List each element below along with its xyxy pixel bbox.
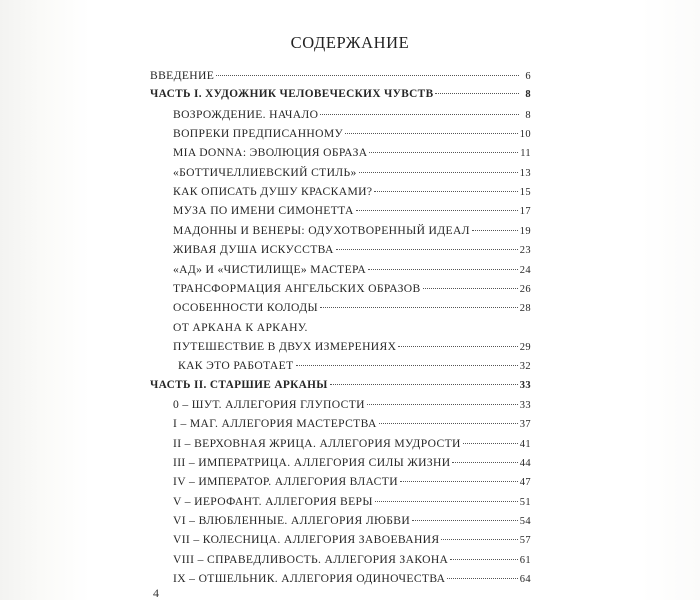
dot-leader bbox=[296, 365, 518, 366]
toc-entry bbox=[150, 379, 531, 398]
dot-leader bbox=[472, 230, 518, 231]
toc-entry bbox=[173, 146, 531, 165]
toc-entry-title: IV – ИМПЕРАТОР. АЛЛЕГОРИЯ ВЛАСТИ bbox=[173, 475, 398, 489]
dot-leader bbox=[216, 75, 519, 76]
toc-entry-page: 57 bbox=[519, 535, 531, 547]
toc-entry-title: ЖИВАЯ ДУША ИСКУССТВА bbox=[173, 243, 334, 257]
toc-entry-title: VI – ВЛЮБЛЕННЫЕ. АЛЛЕГОРИЯ ЛЮБВИ bbox=[173, 514, 411, 528]
dot-leader bbox=[450, 559, 518, 560]
toc-entry-title: ТРАНСФОРМАЦИЯ АНГЕЛЬСКИХ ОБРАЗОВ bbox=[173, 281, 421, 295]
dot-leader bbox=[423, 288, 518, 289]
toc-entry-title: ЧАСТЬ I. ХУДОЖНИК ЧЕЛОВЕЧЕСКИХ ЧУВСТВ bbox=[150, 88, 434, 101]
toc-entry bbox=[173, 514, 531, 533]
dot-leader bbox=[356, 210, 518, 211]
dot-leader bbox=[336, 249, 518, 250]
dot-leader bbox=[359, 172, 518, 173]
toc-entry-page: 23 bbox=[519, 245, 531, 257]
toc-entry-title: II – ВЕРХОВНАЯ ЖРИЦА. АЛЛЕГОРИЯ МУДРОСТИ bbox=[173, 436, 461, 450]
toc-entry-page: 8 bbox=[525, 89, 531, 101]
dot-leader bbox=[345, 133, 518, 134]
dot-leader bbox=[441, 539, 517, 540]
toc-entry-page: 17 bbox=[519, 206, 531, 218]
toc-entry bbox=[173, 127, 531, 146]
dot-leader bbox=[447, 578, 517, 579]
toc-entry-title: VII – КОЛЕСНИЦА. АЛЛЕГОРИЯ ЗАВОЕВАНИЯ bbox=[173, 533, 440, 547]
toc-entry bbox=[173, 533, 531, 552]
toc-entry-title: ЧАСТЬ II. СТАРШИЕ АРКАНЫ bbox=[150, 378, 328, 391]
dot-leader bbox=[412, 520, 518, 521]
toc-entry bbox=[178, 359, 531, 378]
toc-entry-page: 37 bbox=[519, 419, 531, 431]
toc-entry-title: III – ИМПЕРАТРИЦА. АЛЛЕГОРИЯ СИЛЫ ЖИЗНИ bbox=[173, 456, 451, 469]
toc-entry bbox=[173, 301, 531, 320]
toc-entry bbox=[173, 185, 531, 204]
dot-leader bbox=[379, 423, 518, 424]
toc-entry bbox=[173, 417, 531, 436]
toc-entry-page: 19 bbox=[519, 225, 531, 237]
toc-entry bbox=[173, 475, 531, 494]
toc-entry bbox=[173, 572, 531, 591]
toc-entry-page: 33 bbox=[519, 399, 531, 411]
toc-entry-title: ВОПРЕКИ ПРЕДПИСАННОМУ bbox=[173, 127, 344, 141]
toc-entry-page: 29 bbox=[519, 341, 531, 353]
toc-entry-page: 13 bbox=[519, 167, 531, 179]
toc-entry-page: 61 bbox=[519, 554, 531, 566]
dot-leader bbox=[398, 346, 517, 347]
toc-entry bbox=[173, 204, 531, 223]
toc-entry bbox=[173, 263, 531, 282]
toc-entry-title: ОТ АРКАНА К АРКАНУ. bbox=[173, 320, 308, 334]
toc-entry-title: «АД» И «ЧИСТИЛИЩЕ» МАСТЕРА bbox=[173, 262, 367, 276]
toc-entry bbox=[173, 108, 531, 127]
toc-entry-page: 51 bbox=[519, 496, 531, 508]
dot-leader bbox=[369, 152, 518, 153]
toc-entry-title: МУЗА ПО ИМЕНИ СИМОНЕТТА bbox=[173, 204, 354, 218]
toc-entry-page: 64 bbox=[519, 574, 531, 586]
dot-leader bbox=[435, 93, 519, 94]
toc-entry-page: 8 bbox=[525, 109, 531, 121]
toc-entry bbox=[173, 398, 531, 417]
toc-entry-title: I – МАГ. АЛЛЕГОРИЯ МАСТЕРСТВА bbox=[173, 417, 377, 431]
toc-entry bbox=[173, 282, 531, 301]
toc-entry-page: 6 bbox=[525, 71, 531, 82]
toc-entry-page: 11 bbox=[520, 148, 531, 160]
toc-entry-title: IX – ОТШЕЛЬНИК. АЛЛЕГОРИЯ ОДИНОЧЕСТВА bbox=[173, 572, 446, 586]
dot-leader bbox=[452, 462, 517, 463]
toc-entry bbox=[173, 224, 531, 243]
dot-leader bbox=[320, 114, 519, 115]
toc-entry-page: 10 bbox=[519, 129, 531, 141]
toc-entry-title: КАК ОПИСАТЬ ДУШУ КРАСКАМИ? bbox=[173, 185, 373, 199]
toc-entry-title: МАДОННЫ И ВЕНЕРЫ: ОДУХОТВОРЕННЫЙ ИДЕАЛ bbox=[173, 223, 470, 237]
page-title: СОДЕРЖАНИЕ bbox=[290, 33, 410, 52]
page-number: 4 bbox=[153, 586, 159, 600]
dot-leader bbox=[400, 481, 518, 482]
dot-leader bbox=[330, 384, 518, 385]
toc-entry bbox=[173, 437, 531, 456]
toc-entry-page: 28 bbox=[519, 303, 531, 315]
toc-entry bbox=[173, 495, 531, 514]
dot-leader bbox=[320, 307, 518, 308]
toc-entry-page: 26 bbox=[519, 283, 531, 295]
toc-entry-page: 24 bbox=[519, 264, 531, 276]
dot-leader bbox=[368, 269, 518, 270]
toc-entry bbox=[173, 553, 531, 572]
toc-entry-title: VIII – СПРАВЕДЛИВОСТЬ. АЛЛЕГОРИЯ ЗАКОНА bbox=[173, 552, 449, 566]
toc-entry-page: 54 bbox=[519, 516, 531, 528]
toc-entry-page: 15 bbox=[519, 187, 531, 199]
toc-entry bbox=[150, 69, 531, 88]
toc-entry-title: ОСОБЕННОСТИ КОЛОДЫ bbox=[173, 301, 318, 315]
toc-entry-title: КАК ЭТО РАБОТАЕТ bbox=[178, 359, 294, 373]
dot-leader bbox=[367, 404, 518, 405]
toc-entry-title: ВВЕДЕНИЕ bbox=[150, 69, 215, 82]
toc-entry-page: 44 bbox=[519, 458, 531, 469]
toc-entry bbox=[173, 321, 531, 340]
toc-entry-title: 0 – ШУТ. АЛЛЕГОРИЯ ГЛУПОСТИ bbox=[173, 397, 365, 411]
toc-entry-page: 33 bbox=[519, 379, 531, 391]
toc-entry bbox=[173, 166, 531, 185]
toc-entry bbox=[173, 340, 531, 359]
toc-entry-title: V – ИЕРОФАНТ. АЛЛЕГОРИЯ ВЕРЫ bbox=[173, 494, 373, 508]
toc-entry-page: 47 bbox=[519, 477, 531, 489]
toc-entry bbox=[150, 88, 531, 107]
toc-entry-page: 32 bbox=[519, 361, 531, 373]
toc-entry bbox=[173, 456, 531, 475]
toc-entry-title: «БОТТИЧЕЛЛИЕВСКИЙ СТИЛЬ» bbox=[173, 165, 357, 179]
toc-entry-title: MIA DONNA: ЭВОЛЮЦИЯ ОБРАЗА bbox=[173, 146, 368, 160]
dot-leader bbox=[375, 501, 518, 502]
toc-entry-title: ПУТЕШЕСТВИЕ В ДВУХ ИЗМЕРЕНИЯХ bbox=[173, 339, 397, 353]
dot-leader bbox=[463, 443, 518, 444]
toc-entry-page: 41 bbox=[519, 438, 531, 450]
dot-leader bbox=[374, 191, 517, 192]
toc-entry bbox=[173, 243, 531, 262]
toc-entry-title: ВОЗРОЖДЕНИЕ. НАЧАЛО bbox=[173, 107, 319, 121]
